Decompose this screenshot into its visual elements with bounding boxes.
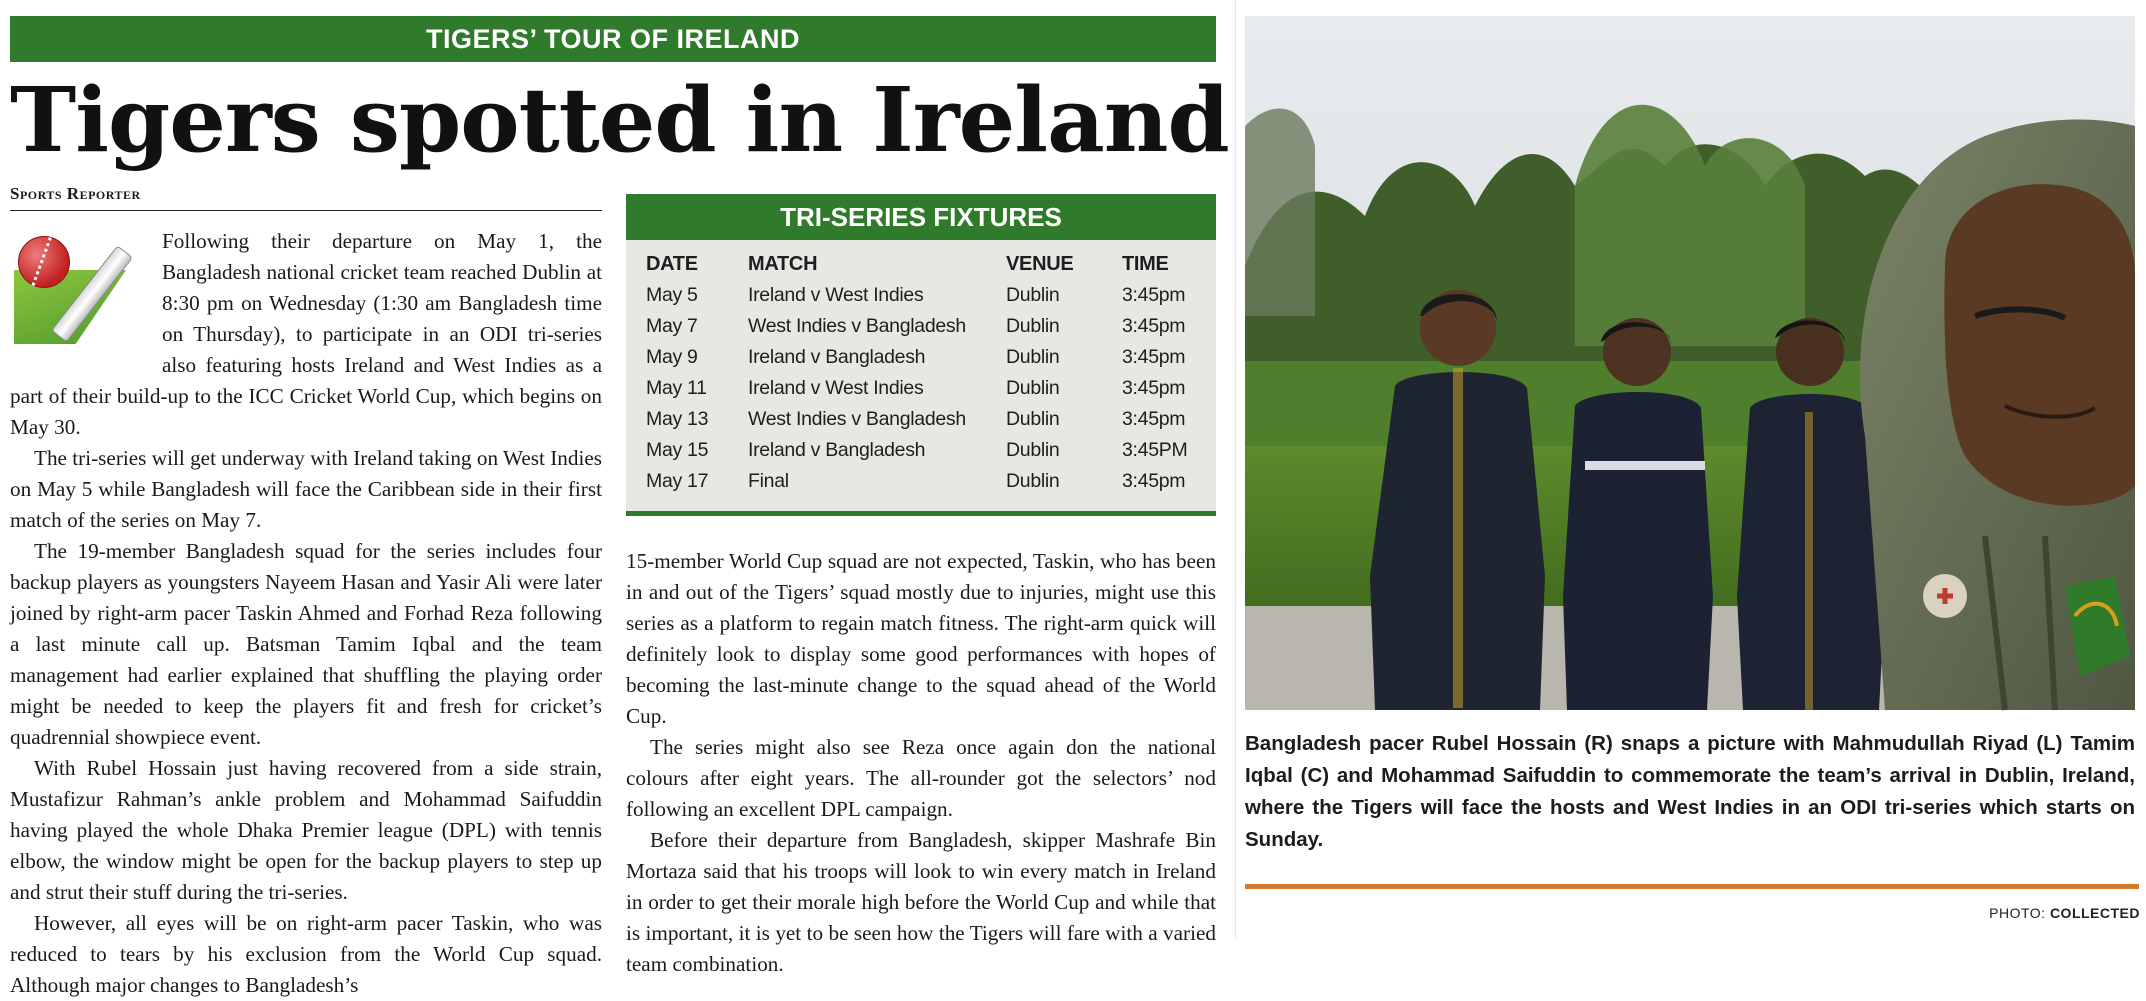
fixtures-header-date: DATE: [646, 252, 698, 275]
fixture-match: Ireland v West Indies: [748, 284, 924, 306]
cricket-logo-icon: [10, 230, 150, 352]
fixture-venue: Dublin: [1006, 284, 1060, 306]
photo-credit: [1989, 905, 2140, 921]
fixture-match: Final: [748, 470, 789, 492]
article-paragraph: The tri-series will get underway with Ireland taking on West Indies on May 5 while Bangladesh will face the Caribbean side in their first match of the series on May 7.: [10, 446, 602, 532]
fixtures-header-time: TIME: [1122, 252, 1169, 275]
headline: Tigers spotted in Ireland: [10, 67, 1229, 172]
fixture-date: May 13: [646, 408, 709, 430]
fixture-match: West Indies v Bangladesh: [748, 315, 966, 337]
fixture-venue: Dublin: [1006, 439, 1060, 461]
fixture-date: May 7: [646, 315, 698, 337]
photo-caption: Bangladesh pacer Rubel Hossain (R) snaps a picture with Mahmudullah Riyad (L) Tamim Iqbal (C) and Mohammad Saifuddin to commemorate the team’s arrival in Dublin, Ireland, where the Tigers will face the hosts and West Indies in an ODI tri-series which starts on Sunday.: [1245, 732, 2135, 851]
fixture-row: [646, 280, 1194, 311]
fixture-row: [646, 342, 1194, 373]
fixture-match: West Indies v Bangladesh: [748, 408, 966, 430]
article-paragraph: Following their departure on May 1, the Bangladesh national cricket team reached Dublin at 8:30 pm on Wednesday (1:30 am Bangladesh time on Thursday), to participate in an ODI tri-series also featuring hosts Ireland and West Indies as a part of their build-up to the ICC Cricket World Cup, which begins on May 30.: [10, 229, 602, 439]
fixtures-header-venue: VENUE: [1006, 252, 1074, 275]
fixture-row: [646, 435, 1194, 466]
article-column-1: [10, 226, 602, 1001]
article-paragraph: 15-member World Cup squad are not expected, Taskin, who has been in and out of the Tigers’ squad mostly due to injuries, might use this series as a platform to regain match fitness. The right-arm quick will definitely look to display some good performances with hopes of becoming the last-minute change to the squad ahead of the World Cup.: [626, 549, 1216, 728]
fixture-time: 3:45pm: [1122, 284, 1186, 306]
fixture-date: May 9: [646, 346, 698, 368]
fixture-row: [646, 373, 1194, 404]
fixture-match: Ireland v West Indies: [748, 377, 924, 399]
article-paragraph: Before their departure from Bangladesh, skipper Mashrafe Bin Mortaza said that his troops will look to win every match in Ireland in order to get their morale high before the World Cup and while that is important, it is yet to be seen how the Tigers will fare with a varied team combination.: [626, 828, 1216, 976]
fixture-date: May 11: [646, 377, 707, 399]
fixture-time: 3:45pm: [1122, 377, 1186, 399]
photo-credit-source: COLLECTED: [2049, 905, 2140, 921]
fixtures-header-match: MATCH: [748, 252, 818, 275]
fixtures-title: TRI-SERIES FIXTURES: [626, 194, 1216, 240]
fixture-row: [646, 466, 1194, 497]
article-paragraph: With Rubel Hossain just having recovered from a side strain, Mustafizur Rahman’s ankle problem and Mohammad Saifuddin having played the whole Dhaka Premier league (DPL) with tennis elbow, the window might be open for the backup players to step up and strut their stuff during the tri-series.: [10, 756, 602, 904]
fixture-date: May 15: [646, 439, 709, 461]
fixture-time: 3:45pm: [1122, 470, 1186, 492]
fixture-match: Ireland v Bangladesh: [748, 439, 926, 461]
fixture-venue: Dublin: [1006, 315, 1060, 337]
fixture-venue: Dublin: [1006, 408, 1060, 430]
fixture-time: 3:45PM: [1122, 439, 1188, 461]
photo-credit-label: PHOTO:: [1989, 905, 2046, 921]
fixture-venue: Dublin: [1006, 470, 1060, 492]
fixture-date: May 5: [646, 284, 698, 306]
fixture-venue: Dublin: [1006, 377, 1060, 399]
fixture-time: 3:45pm: [1122, 315, 1186, 337]
fixture-match: Ireland v Bangladesh: [748, 346, 926, 368]
fixture-row: [646, 311, 1194, 342]
team-photo: [1245, 16, 2135, 710]
fixtures-box: [626, 194, 1216, 516]
fixtures-header-row: [646, 248, 1194, 280]
article-paragraph: However, all eyes will be on right-arm pacer Taskin, who was reduced to tears by his exclusion from the World Cup squad. Although major changes to Bangladesh’s: [10, 911, 602, 997]
byline: Sports Reporter: [10, 184, 602, 211]
fixture-date: May 17: [646, 470, 709, 492]
section-banner: TIGERS’ TOUR OF IRELAND: [10, 16, 1216, 62]
caption-divider: [1245, 884, 2139, 889]
article-paragraph: The series might also see Reza once again don the national colours after eight years. The all-rounder got the selectors’ nod following an excellent DPL campaign.: [626, 735, 1216, 821]
fixture-time: 3:45pm: [1122, 346, 1186, 368]
column-divider: [1235, 0, 1236, 939]
fixtures-table: [646, 248, 1194, 497]
article-column-2: [626, 546, 1216, 980]
fixture-row: [646, 404, 1194, 435]
article-paragraph: The 19-member Bangladesh squad for the series includes four backup players as youngsters Nayeem Hasan and Yasir Ali were later joined by right-arm pacer Taskin Ahmed and Forhad Reza following a last minute call up. Batsman Tamim Iqbal and the team management had earlier explained that shuffling the playing order might be needed to keep the players fit and fresh for cricket’s quadrennial showpiece event.: [10, 539, 602, 749]
fixture-venue: Dublin: [1006, 346, 1060, 368]
fixture-time: 3:45pm: [1122, 408, 1186, 430]
